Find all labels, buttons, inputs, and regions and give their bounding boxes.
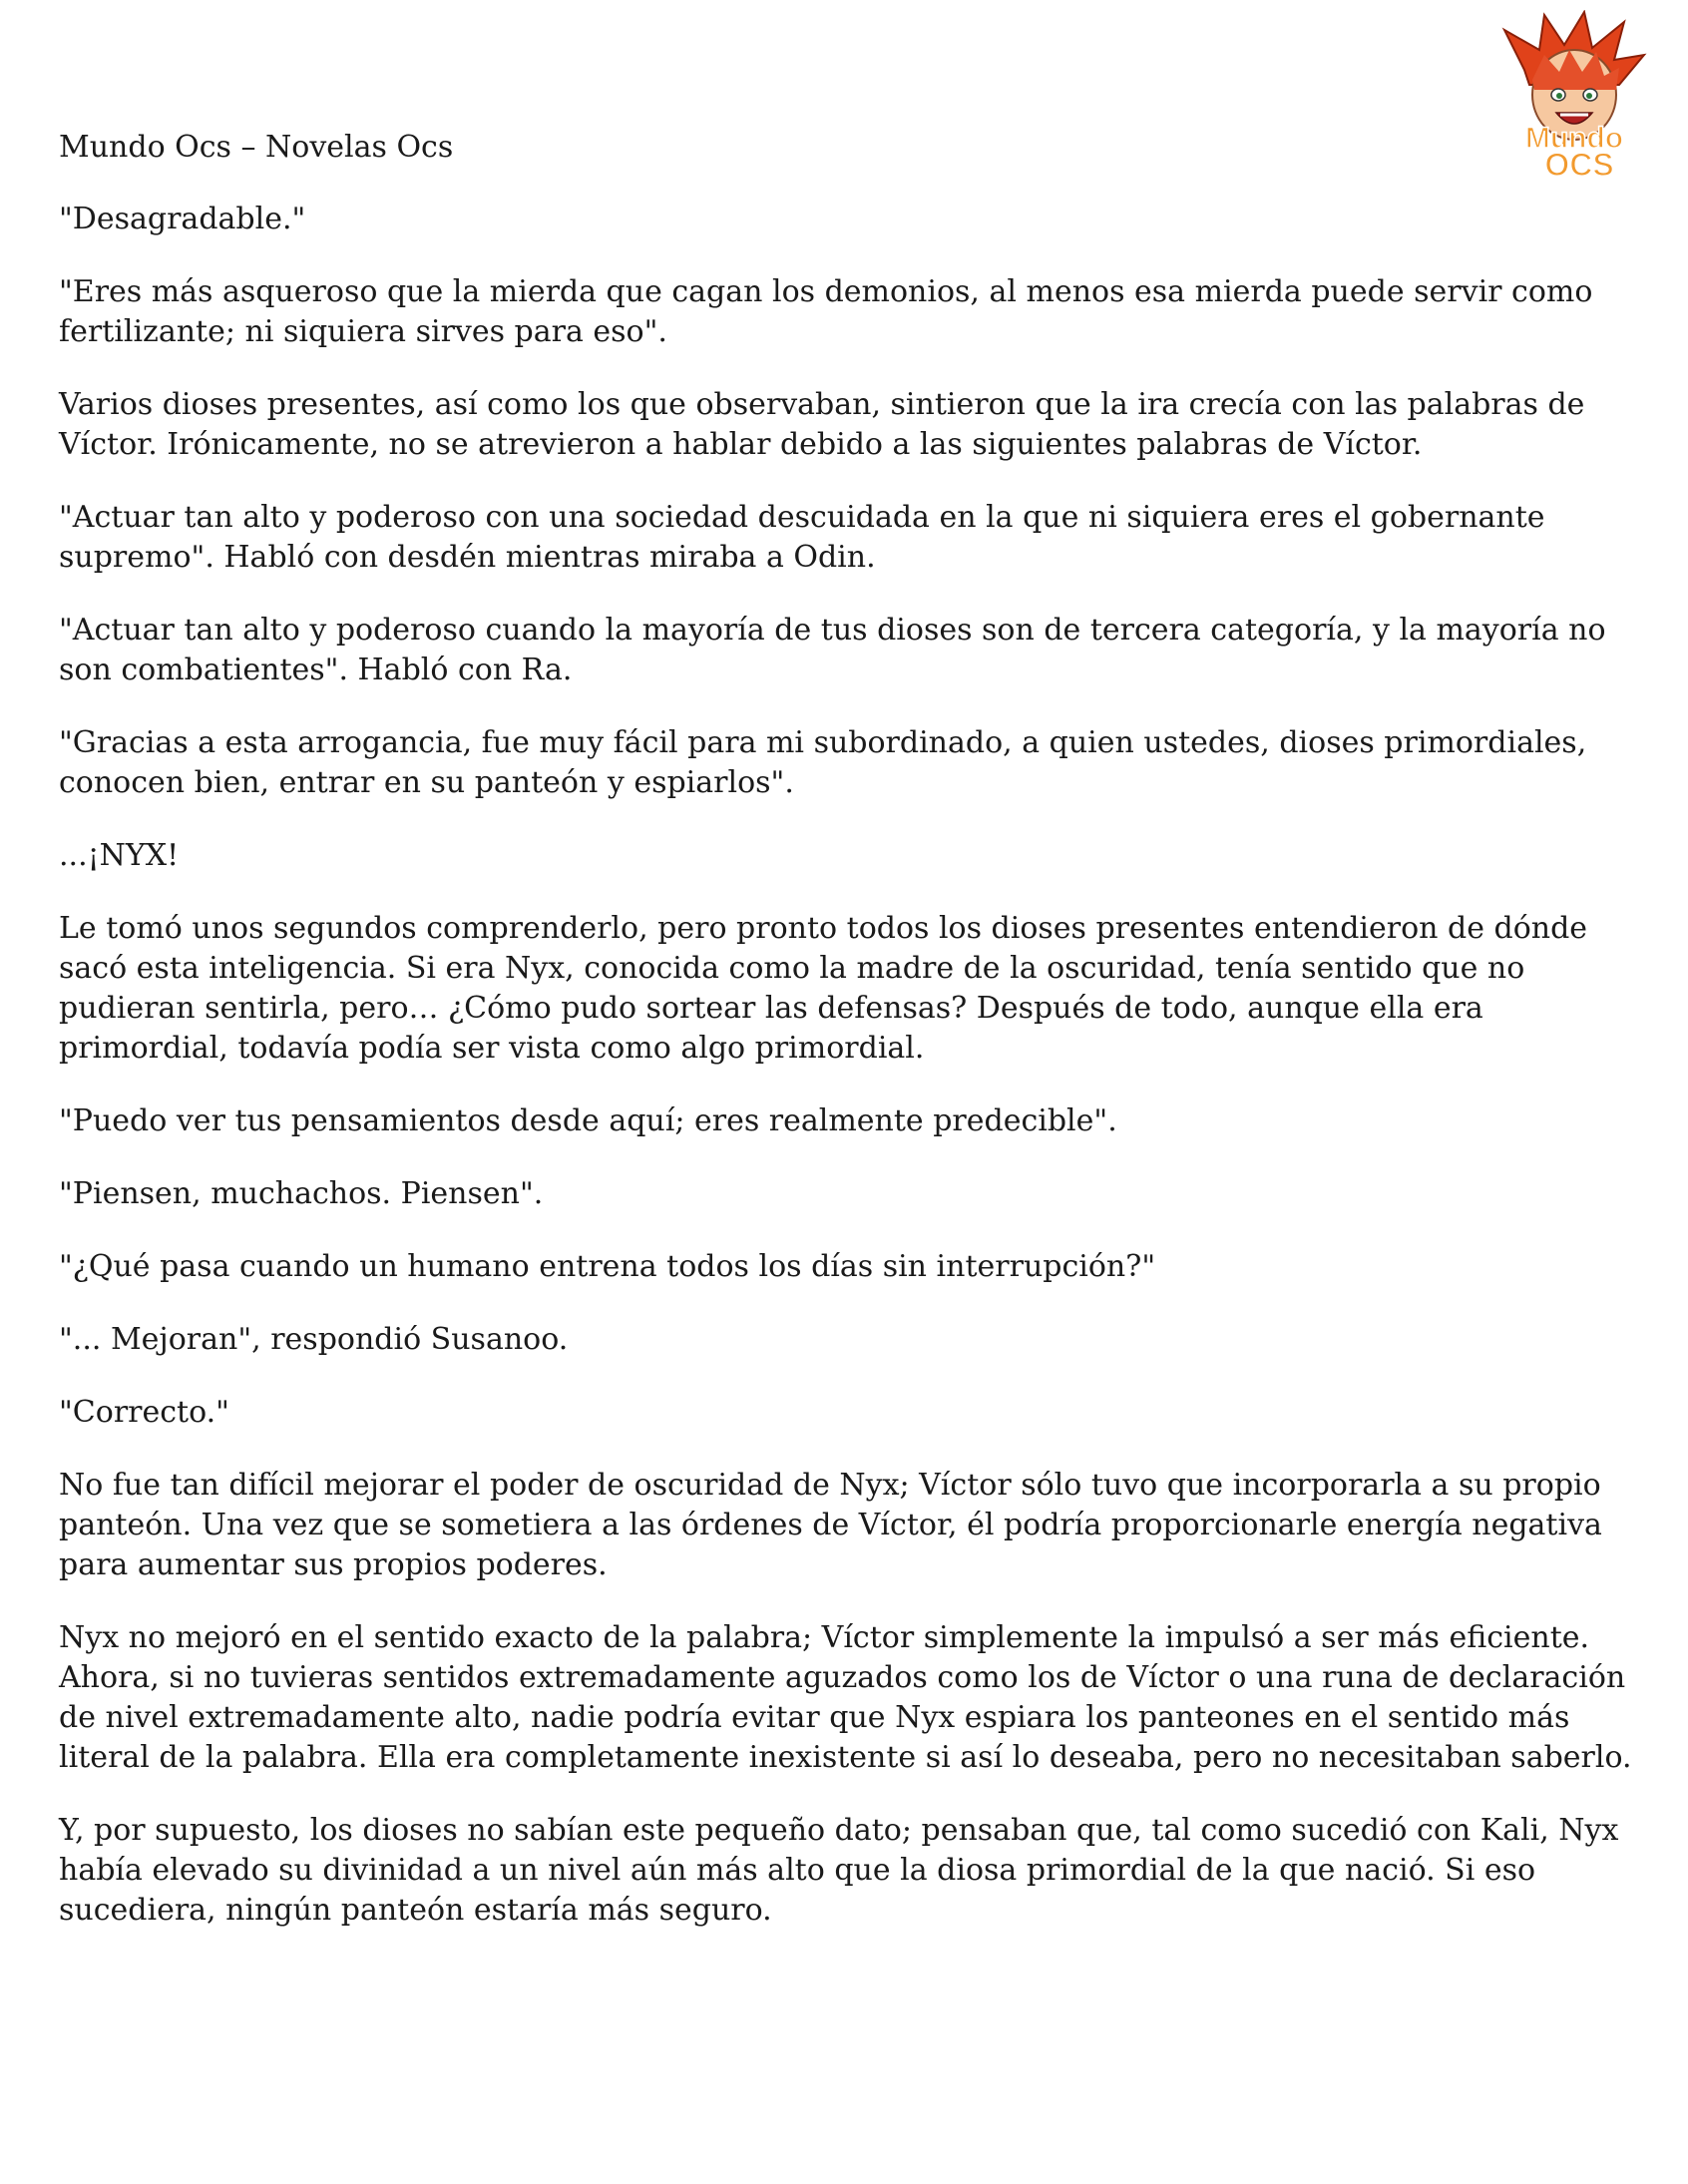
paragraph: "... Mejoran", respondió Susanoo. [59,1322,569,1357]
paragraph: Y, por supuesto, los dioses no sabían este pequeño dato; pensaban que, tal como sucedió con Kali, Nyx había elevado su divinidad a un nivel aún más alto que la diosa primordial de la que nació. Si eso sucediera, ningún panteón estaría más seguro. [59,1813,1619,1928]
paragraph: ...¡NYX! [59,838,180,873]
document-page [59,128,1640,1964]
logo-text-bottom: OCS [1544,147,1614,180]
paragraph: "Gracias a esta arrogancia, fue muy fácil para mi subordinado, a quien ustedes, dioses primordiales, conocen bien, entrar en su panteón y espiarlos". [59,725,1587,800]
document-header: Mundo Ocs – Novelas Ocs [59,130,454,165]
paragraph: "Correcto." [59,1395,229,1430]
paragraph: "Actuar tan alto y poderoso con una sociedad descuidada en la que ni siquiera eres el gobernante supremo". Habló con desdén mientras miraba a Odin. [59,500,1545,575]
paragraph: "¿Qué pasa cuando un humano entrena todos los días sin interrupción?" [59,1249,1156,1284]
paragraph: Le tomó unos segundos comprenderlo, pero pronto todos los dioses presentes entendieron de dónde sacó esta inteligencia. Si era Nyx, conocida como la madre de la oscuridad, tenía sentido que no pudieran sentirla, pero… ¿Cómo pudo sortear las defensas? Después de todo, aunque ella era primordial, todavía podía ser vista como algo primordial. [59,911,1588,1066]
logo-text-top: Mundo [1524,122,1624,155]
paragraph: "Actuar tan alto y poderoso cuando la mayoría de tus dioses son de tercera categoría, y la mayoría no son combatientes". Habló con Ra. [59,613,1606,687]
paragraph: "Puedo ver tus pensamientos desde aquí; eres realmente predecible". [59,1103,1117,1138]
paragraph: "Piensen, muchachos. Piensen". [59,1176,544,1211]
paragraph: Nyx no mejoró en el sentido exacto de la palabra; Víctor simplemente la impulsó a ser más eficiente. Ahora, si no tuvieras sentidos extremadamente aguzados como los de Víctor o una runa de declaración de nivel extremadamente alto, nadie podría evitar que Nyx espiara los panteones en el sentido más literal de la palabra. Ella era completamente inexistente si así lo deseaba, pero no necesitaban saberlo. [59,1620,1632,1775]
paragraph: Varios dioses presentes, así como los que observaban, sintieron que la ira crecía con las palabras de Víctor. Irónicamente, no se atrevieron a hablar debido a las siguientes palabras de Víctor. [59,387,1585,462]
paragraph: "Eres más asqueroso que la mierda que cagan los demonios, al menos esa mierda puede servir como fertilizante; ni siquiera sirves para eso". [59,274,1593,349]
paragraph: No fue tan difícil mejorar el poder de oscuridad de Nyx; Víctor sólo tuvo que incorporarla a su propio panteón. Una vez que se sometiera a las órdenes de Víctor, él podría proporcionarle energía negativa para aumentar sus propios poderes. [59,1468,1602,1582]
paragraph: "Desagradable." [59,202,306,236]
